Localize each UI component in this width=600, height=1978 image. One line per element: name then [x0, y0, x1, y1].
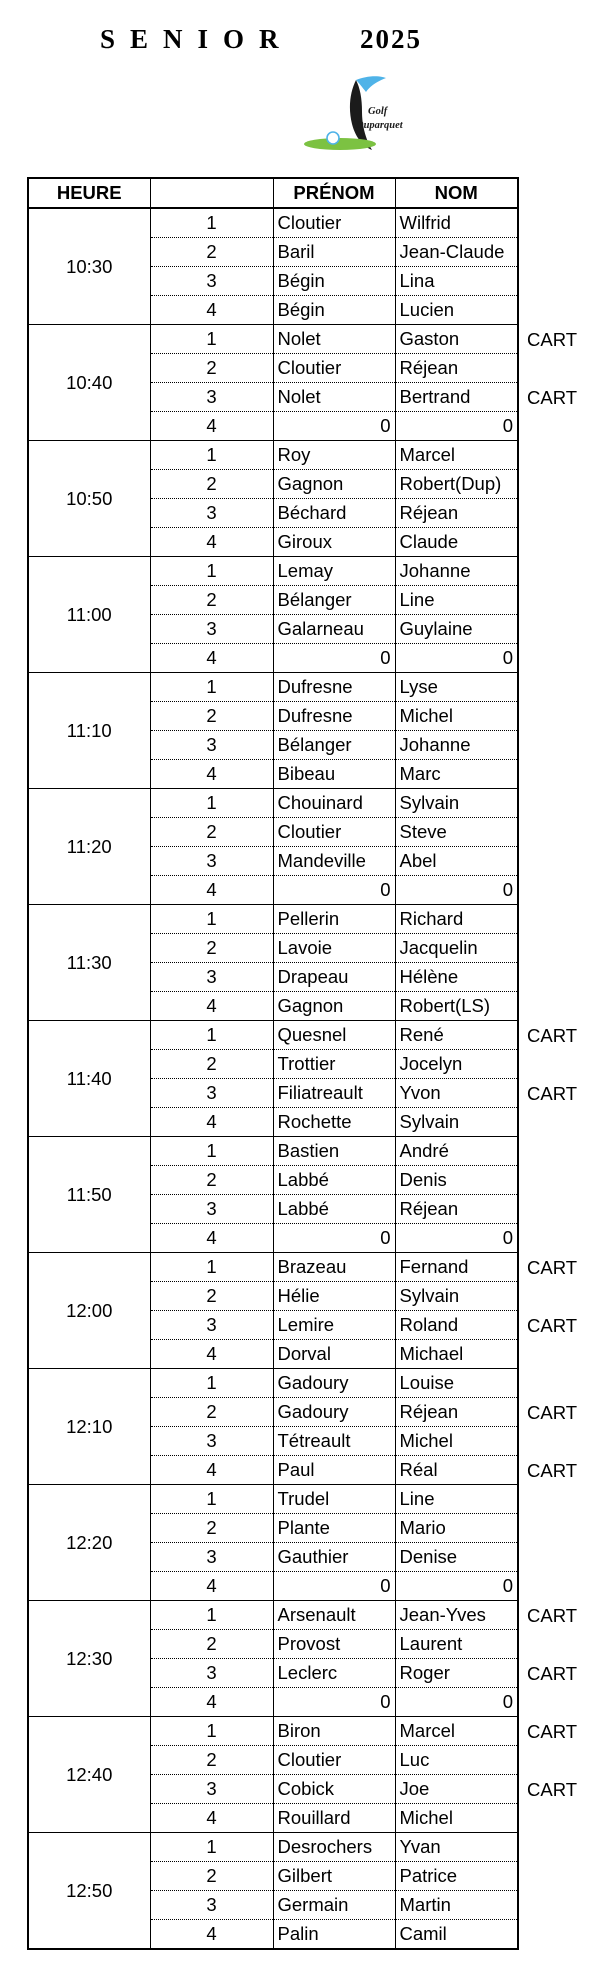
player-last-name: Marcel — [395, 1717, 518, 1746]
tee-time: 10:50 — [28, 441, 150, 557]
player-number: 4 — [150, 760, 273, 789]
player-first-name: Lemay — [273, 557, 395, 586]
tee-time: 12:50 — [28, 1833, 150, 1950]
player-first-name: Rochette — [273, 1108, 395, 1137]
player-number: 2 — [150, 1630, 273, 1659]
player-first-name: Drapeau — [273, 963, 395, 992]
cart-indicator: CART — [527, 1662, 578, 1684]
player-number: 4 — [150, 1572, 273, 1601]
player-number: 2 — [150, 1862, 273, 1891]
player-number: 2 — [150, 470, 273, 499]
player-last-name: André — [395, 1137, 518, 1166]
player-first-name: Bégin — [273, 267, 395, 296]
player-last-name: Réjean — [395, 499, 518, 528]
cart-indicator: CART — [527, 1604, 578, 1626]
tee-time: 11:10 — [28, 673, 150, 789]
player-number: 2 — [150, 702, 273, 731]
player-number: 1 — [150, 1485, 273, 1514]
player-first-name: Dufresne — [273, 673, 395, 702]
table-row — [28, 557, 518, 586]
player-number: 2 — [150, 238, 273, 267]
player-first-name: 0 — [273, 644, 395, 673]
player-number: 3 — [150, 731, 273, 760]
player-last-name: Jean-Yves — [395, 1601, 518, 1630]
player-first-name: Paul — [273, 1456, 395, 1485]
player-last-name: 0 — [395, 1572, 518, 1601]
header-last-name: NOM — [395, 178, 518, 208]
table-row — [28, 673, 518, 702]
player-last-name: Martin — [395, 1891, 518, 1920]
golf-duparquet-logo — [300, 74, 425, 154]
player-last-name: Hélène — [395, 963, 518, 992]
player-last-name: René — [395, 1021, 518, 1050]
player-first-name: Trottier — [273, 1050, 395, 1079]
table-row — [28, 208, 518, 238]
player-last-name: 0 — [395, 412, 518, 441]
player-number: 4 — [150, 992, 273, 1021]
player-last-name: Réal — [395, 1456, 518, 1485]
player-number: 1 — [150, 325, 273, 354]
player-number: 2 — [150, 1746, 273, 1775]
player-last-name: Luc — [395, 1746, 518, 1775]
player-number: 3 — [150, 383, 273, 412]
table-row — [28, 1137, 518, 1166]
player-last-name: Camil — [395, 1920, 518, 1950]
player-first-name: Giroux — [273, 528, 395, 557]
player-first-name: Gagnon — [273, 470, 395, 499]
player-last-name: 0 — [395, 1224, 518, 1253]
player-first-name: 0 — [273, 1688, 395, 1717]
tee-time: 11:30 — [28, 905, 150, 1021]
player-first-name: Tétreault — [273, 1427, 395, 1456]
player-number: 3 — [150, 1891, 273, 1920]
player-number: 4 — [150, 1920, 273, 1950]
player-first-name: Gauthier — [273, 1543, 395, 1572]
player-first-name: Cloutier — [273, 1746, 395, 1775]
player-last-name: Johanne — [395, 731, 518, 760]
player-number: 4 — [150, 644, 273, 673]
player-first-name: 0 — [273, 1572, 395, 1601]
player-first-name: Nolet — [273, 383, 395, 412]
player-last-name: Sylvain — [395, 789, 518, 818]
player-first-name: Rouillard — [273, 1804, 395, 1833]
cart-indicator: CART — [527, 1459, 578, 1481]
player-first-name: Brazeau — [273, 1253, 395, 1282]
player-last-name: Jocelyn — [395, 1050, 518, 1079]
player-number: 4 — [150, 1108, 273, 1137]
player-last-name: Jacquelin — [395, 934, 518, 963]
player-last-name: Abel — [395, 847, 518, 876]
player-first-name: Filiatreault — [273, 1079, 395, 1108]
player-last-name: Robert(Dup) — [395, 470, 518, 499]
player-first-name: Dufresne — [273, 702, 395, 731]
title-year: 2025 — [360, 24, 422, 54]
player-number: 2 — [150, 1514, 273, 1543]
player-last-name: Réjean — [395, 1398, 518, 1427]
table-row — [28, 1833, 518, 1862]
player-number: 1 — [150, 441, 273, 470]
tee-time: 12:30 — [28, 1601, 150, 1717]
player-last-name: Claude — [395, 528, 518, 557]
logo-graphic — [300, 74, 425, 154]
title-text: SENIOR — [100, 24, 294, 54]
player-first-name: Hélie — [273, 1282, 395, 1311]
player-first-name: Béchard — [273, 499, 395, 528]
player-number: 3 — [150, 1543, 273, 1572]
player-number: 1 — [150, 789, 273, 818]
player-number: 3 — [150, 963, 273, 992]
player-number: 3 — [150, 1775, 273, 1804]
player-last-name: Gaston — [395, 325, 518, 354]
page-title — [100, 24, 460, 64]
player-last-name: Line — [395, 1485, 518, 1514]
player-number: 4 — [150, 1688, 273, 1717]
player-last-name: Louise — [395, 1369, 518, 1398]
player-last-name: Denis — [395, 1166, 518, 1195]
player-first-name: Provost — [273, 1630, 395, 1659]
table-row — [28, 325, 518, 354]
player-first-name: 0 — [273, 876, 395, 905]
player-number: 1 — [150, 1601, 273, 1630]
player-first-name: Nolet — [273, 325, 395, 354]
flag-icon — [356, 76, 386, 92]
player-last-name: Réjean — [395, 354, 518, 383]
tee-time: 11:40 — [28, 1021, 150, 1137]
player-first-name: Gadoury — [273, 1369, 395, 1398]
tee-time: 10:30 — [28, 208, 150, 325]
player-first-name: Labbé — [273, 1195, 395, 1224]
player-number: 4 — [150, 412, 273, 441]
player-number: 3 — [150, 1195, 273, 1224]
player-first-name: Pellerin — [273, 905, 395, 934]
player-number: 1 — [150, 1253, 273, 1282]
table-row — [28, 1601, 518, 1630]
player-number: 4 — [150, 1340, 273, 1369]
player-number: 4 — [150, 876, 273, 905]
player-number: 2 — [150, 818, 273, 847]
player-number: 4 — [150, 296, 273, 325]
player-first-name: Bélanger — [273, 586, 395, 615]
tee-time-table — [27, 177, 519, 1950]
player-first-name: Cloutier — [273, 208, 395, 238]
player-number: 2 — [150, 934, 273, 963]
player-number: 4 — [150, 1456, 273, 1485]
player-last-name: Roland — [395, 1311, 518, 1340]
player-last-name: 0 — [395, 644, 518, 673]
player-number: 1 — [150, 1833, 273, 1862]
player-first-name: Plante — [273, 1514, 395, 1543]
player-first-name: Desrochers — [273, 1833, 395, 1862]
player-first-name: Cloutier — [273, 818, 395, 847]
cart-indicator: CART — [527, 1314, 578, 1336]
player-last-name: Guylaine — [395, 615, 518, 644]
player-last-name: Sylvain — [395, 1108, 518, 1137]
player-first-name: Labbé — [273, 1166, 395, 1195]
player-last-name: Robert(LS) — [395, 992, 518, 1021]
player-first-name: Roy — [273, 441, 395, 470]
player-last-name: Marc — [395, 760, 518, 789]
player-last-name: Line — [395, 586, 518, 615]
cart-indicator: CART — [527, 1256, 578, 1278]
player-first-name: Mandeville — [273, 847, 395, 876]
player-first-name: Biron — [273, 1717, 395, 1746]
player-number: 3 — [150, 499, 273, 528]
cart-indicator: CART — [527, 1024, 578, 1046]
player-last-name: Jean-Claude — [395, 238, 518, 267]
player-number: 3 — [150, 1311, 273, 1340]
player-first-name: Galarneau — [273, 615, 395, 644]
tee-time: 12:10 — [28, 1369, 150, 1485]
player-number: 3 — [150, 1079, 273, 1108]
player-number: 1 — [150, 905, 273, 934]
player-last-name: Réjean — [395, 1195, 518, 1224]
player-last-name: Sylvain — [395, 1282, 518, 1311]
table-row — [28, 1253, 518, 1282]
player-first-name: Trudel — [273, 1485, 395, 1514]
player-number: 2 — [150, 1050, 273, 1079]
player-last-name: Michael — [395, 1340, 518, 1369]
player-number: 1 — [150, 557, 273, 586]
cart-indicator: CART — [527, 1778, 578, 1800]
player-last-name: Yvan — [395, 1833, 518, 1862]
table-row — [28, 441, 518, 470]
player-number: 1 — [150, 1137, 273, 1166]
table-row — [28, 789, 518, 818]
table-row — [28, 1369, 518, 1398]
tee-time: 12:20 — [28, 1485, 150, 1601]
player-last-name: 0 — [395, 1688, 518, 1717]
logo-text-duparquet: Duparquet — [356, 120, 403, 131]
player-number: 4 — [150, 1804, 273, 1833]
player-first-name: 0 — [273, 1224, 395, 1253]
table-row — [28, 905, 518, 934]
player-first-name: Bibeau — [273, 760, 395, 789]
player-first-name: Quesnel — [273, 1021, 395, 1050]
player-first-name: Germain — [273, 1891, 395, 1920]
player-first-name: Bastien — [273, 1137, 395, 1166]
player-last-name: Lyse — [395, 673, 518, 702]
player-first-name: Gadoury — [273, 1398, 395, 1427]
table-row — [28, 1021, 518, 1050]
player-number: 2 — [150, 1398, 273, 1427]
player-number: 3 — [150, 267, 273, 296]
player-number: 1 — [150, 1369, 273, 1398]
logo-text-golf: Golf — [368, 106, 388, 117]
player-first-name: Bélanger — [273, 731, 395, 760]
player-last-name: Joe — [395, 1775, 518, 1804]
player-number: 4 — [150, 528, 273, 557]
header-first-name: PRÉNOM — [273, 178, 395, 208]
player-first-name: Chouinard — [273, 789, 395, 818]
player-last-name: Yvon — [395, 1079, 518, 1108]
player-last-name: Michel — [395, 1427, 518, 1456]
player-first-name: Baril — [273, 238, 395, 267]
player-first-name: Dorval — [273, 1340, 395, 1369]
player-first-name: Lemire — [273, 1311, 395, 1340]
player-last-name: Johanne — [395, 557, 518, 586]
cart-indicator: CART — [527, 386, 578, 408]
header-time: HEURE — [28, 178, 150, 208]
player-number: 1 — [150, 208, 273, 238]
player-last-name: Lucien — [395, 296, 518, 325]
player-first-name: Palin — [273, 1920, 395, 1950]
player-number: 3 — [150, 1427, 273, 1456]
player-number: 1 — [150, 1021, 273, 1050]
header-number — [150, 178, 273, 208]
player-number: 3 — [150, 847, 273, 876]
cart-indicator: CART — [527, 1720, 578, 1742]
player-first-name: Bégin — [273, 296, 395, 325]
player-last-name: Richard — [395, 905, 518, 934]
player-last-name: 0 — [395, 876, 518, 905]
player-first-name: Cobick — [273, 1775, 395, 1804]
player-number: 4 — [150, 1224, 273, 1253]
player-last-name: Roger — [395, 1659, 518, 1688]
tee-time: 10:40 — [28, 325, 150, 441]
cart-indicator: CART — [527, 328, 578, 350]
tee-time: 11:00 — [28, 557, 150, 673]
player-last-name: Michel — [395, 702, 518, 731]
player-last-name: Patrice — [395, 1862, 518, 1891]
player-last-name: Steve — [395, 818, 518, 847]
player-number: 3 — [150, 615, 273, 644]
player-first-name: Leclerc — [273, 1659, 395, 1688]
player-first-name: Lavoie — [273, 934, 395, 963]
tee-time: 11:50 — [28, 1137, 150, 1253]
player-last-name: Lina — [395, 267, 518, 296]
golf-ball-icon — [327, 132, 339, 144]
table-row — [28, 1485, 518, 1514]
player-first-name: Gilbert — [273, 1862, 395, 1891]
player-last-name: Mario — [395, 1514, 518, 1543]
table-row — [28, 1717, 518, 1746]
player-last-name: Laurent — [395, 1630, 518, 1659]
player-number: 1 — [150, 1717, 273, 1746]
cart-indicator: CART — [527, 1401, 578, 1423]
green-ellipse — [304, 138, 376, 150]
player-number: 1 — [150, 673, 273, 702]
player-last-name: Fernand — [395, 1253, 518, 1282]
player-first-name: Arsenault — [273, 1601, 395, 1630]
tee-time: 11:20 — [28, 789, 150, 905]
player-last-name: Wilfrid — [395, 208, 518, 238]
player-first-name: Gagnon — [273, 992, 395, 1021]
cart-indicator: CART — [527, 1082, 578, 1104]
player-number: 2 — [150, 1166, 273, 1195]
player-number: 2 — [150, 1282, 273, 1311]
player-number: 2 — [150, 586, 273, 615]
player-last-name: Michel — [395, 1804, 518, 1833]
player-last-name: Bertrand — [395, 383, 518, 412]
tee-time: 12:00 — [28, 1253, 150, 1369]
tee-time: 12:40 — [28, 1717, 150, 1833]
table-header-row — [28, 178, 518, 208]
player-last-name: Marcel — [395, 441, 518, 470]
player-first-name: Cloutier — [273, 354, 395, 383]
player-first-name: 0 — [273, 412, 395, 441]
player-last-name: Denise — [395, 1543, 518, 1572]
player-number: 3 — [150, 1659, 273, 1688]
player-number: 2 — [150, 354, 273, 383]
